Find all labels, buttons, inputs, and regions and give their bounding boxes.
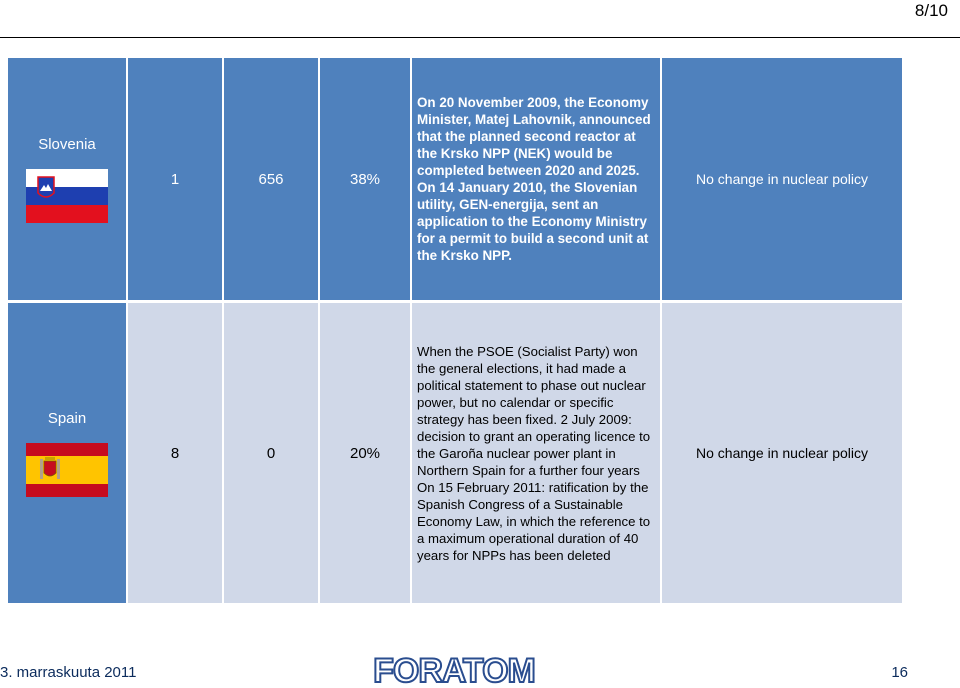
country-name: Slovenia — [38, 135, 96, 153]
footer-date: 3. marraskuuta 2011 — [0, 664, 137, 681]
country-cell — [8, 303, 126, 603]
description-cell — [412, 58, 660, 300]
reactors-cell — [128, 303, 222, 603]
country-cell — [8, 58, 126, 300]
description-text: On 20 November 2009, the Economy Minister, Matej Lahovnik, announced that the planned second reactor at the Krsko NPP (NEK) would be completed between 2020 and 2025. On 14 January 2010, the Slovenian utility, GEN-energija, sent an application to the Economy Ministry for a permit to build a second unit at the Krsko NPP. — [417, 95, 651, 263]
nuclear-share: 38% — [349, 170, 381, 188]
description-cell — [412, 303, 660, 603]
reactors-cell — [128, 58, 222, 300]
policy-cell — [662, 58, 902, 300]
reactor-count: 8 — [170, 444, 180, 462]
share-cell — [320, 303, 410, 603]
capacity-value: 0 — [266, 444, 276, 462]
capacity-value: 656 — [258, 170, 284, 188]
policy-cell — [662, 303, 902, 603]
policy-text: No change in nuclear policy — [696, 171, 868, 187]
capacity-cell — [224, 58, 318, 300]
nuclear-share: 20% — [349, 444, 381, 462]
policy-text: No change in nuclear policy — [696, 445, 868, 461]
capacity-cell — [224, 303, 318, 603]
description-text: When the PSOE (Socialist Party) won the general elections, it had made a political statement to phase out nuclear power, but no calendar or specific strategy has been fixed. 2 July 2009: decision to grant an operating licence to the Garoña nuclear power plant in Northern Spain for a further four years On 15 February 2011: ratification by the Spanish Congress of a Sustainable Economy Law, in which the reference to a maximum operational duration of 40 years for NPPs has been deleted — [417, 343, 651, 563]
top-divider — [0, 37, 960, 38]
foratom-logo-text: FORATOM — [373, 652, 535, 688]
spain-flag-icon — [26, 443, 108, 497]
slide-number: 16 — [891, 664, 908, 681]
foratom-logo — [354, 652, 554, 688]
page-number: 8/10 — [914, 1, 948, 20]
reactor-count: 1 — [170, 170, 180, 188]
slovenia-flag-icon — [26, 169, 108, 223]
share-cell — [320, 58, 410, 300]
country-name: Spain — [47, 409, 87, 427]
